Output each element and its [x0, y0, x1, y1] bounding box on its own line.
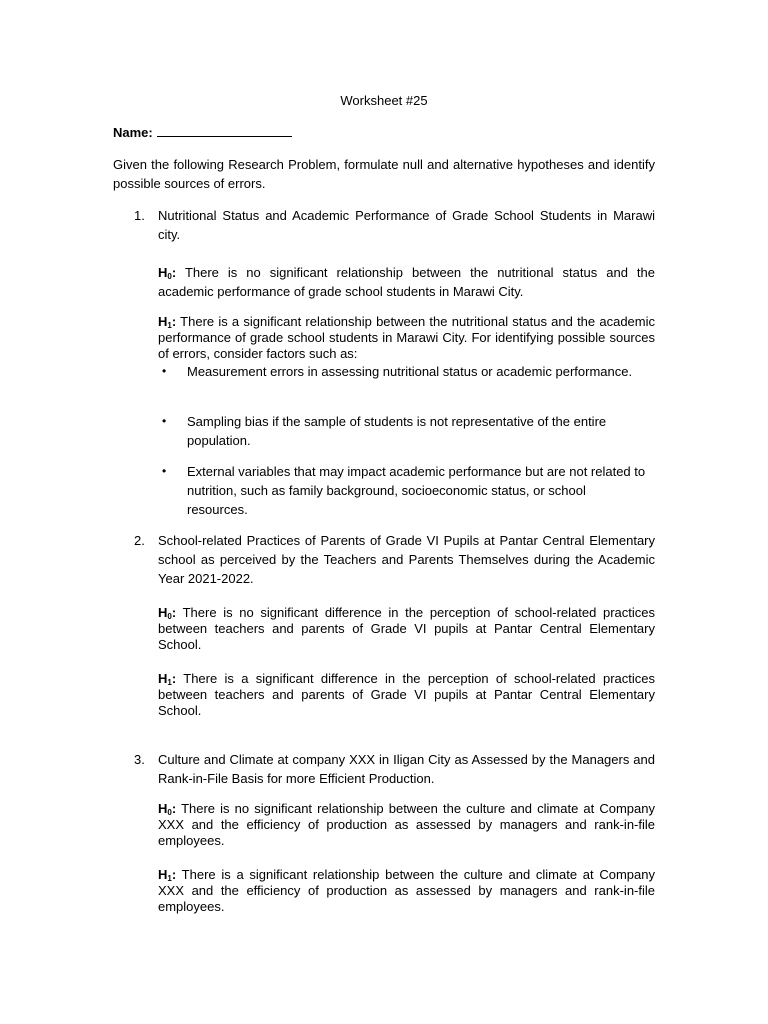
name-label: Name: — [113, 125, 153, 140]
worksheet-title: Worksheet #25 — [340, 93, 428, 108]
h0-label: $H_0$: — [158, 605, 177, 621]
bullet-marker: • — [162, 414, 167, 428]
bullet-marker: • — [162, 464, 167, 478]
problem-1-bullet-2: Sampling bias if the sample of students is not representative of the entire population. — [187, 414, 607, 448]
h1-label: $H_1$: — [158, 867, 177, 883]
h1-text: There is a significant difference in the perception of school-related practices between teachers and parents of Grade VI pupils at Pantar Central Elementary School. — [158, 671, 655, 718]
intro-paragraph: Given the following Research Problem, formulate null and alternative hypotheses and identify possible sources of errors. — [113, 157, 655, 191]
h1-text: There is a significant relationship between the nutritional status and the academic performance of grade school students in Marawi City. For identifying possible sources of errors, consider factors such as: — [158, 314, 655, 361]
name-field — [113, 124, 292, 141]
problem-1-bullet-3: External variables that may impact academic performance but are not related to nutrition, such as family background, socioeconomic status, or school resources. — [187, 464, 646, 517]
problem-3-h1 — [158, 867, 655, 915]
problem-1-bullet-1: Measurement errors in assessing nutritional status or academic performance. — [187, 364, 633, 379]
h0-text: There is no significant difference in the perception of school-related practices between teachers and parents of Grade VI pupils at Pantar Central Elementary School. — [158, 605, 655, 652]
problem-2-h1 — [158, 671, 655, 719]
problem-1-title: Nutritional Status and Academic Performance of Grade School Students in Marawi city. — [158, 208, 655, 242]
problem-2-title: School-related Practices of Parents of Grade VI Pupils at Pantar Central Elementary school as perceived by the Teachers and Parents Themselves during the Academic Year 2021-2022. — [158, 533, 655, 586]
problem-2-h0 — [158, 605, 655, 653]
problem-3-number: 3. — [134, 752, 145, 767]
problem-3-h0 — [158, 801, 655, 849]
problem-1-number: 1. — [134, 208, 145, 223]
h0-label: $H_0$: — [158, 265, 177, 281]
problem-1-h0 — [158, 263, 655, 301]
h1-label: $H_1$: — [158, 314, 177, 330]
h0-text: There is no significant relationship between the culture and climate at Company XXX and the efficiency of production as assessed by managers and rank-in-file employees. — [158, 801, 655, 848]
h0-text: There is no significant relationship between the nutritional status and the academic performance of grade school students in Marawi City. — [158, 265, 655, 299]
name-blank-line — [157, 124, 292, 137]
bullet-marker: • — [162, 364, 167, 378]
problem-3-title: Culture and Climate at company XXX in Iligan City as Assessed by the Managers and Rank-in-File Basis for more Efficient Production. — [158, 752, 655, 786]
h1-label: $H_1$: — [158, 671, 177, 687]
problem-2-number: 2. — [134, 533, 145, 548]
h0-label: $H_0$: — [158, 801, 177, 817]
problem-1-h1 — [158, 314, 655, 362]
h1-text: There is a significant relationship between the culture and climate at Company XXX and the efficiency of production as assessed by managers and rank-in-file employees. — [158, 867, 655, 914]
